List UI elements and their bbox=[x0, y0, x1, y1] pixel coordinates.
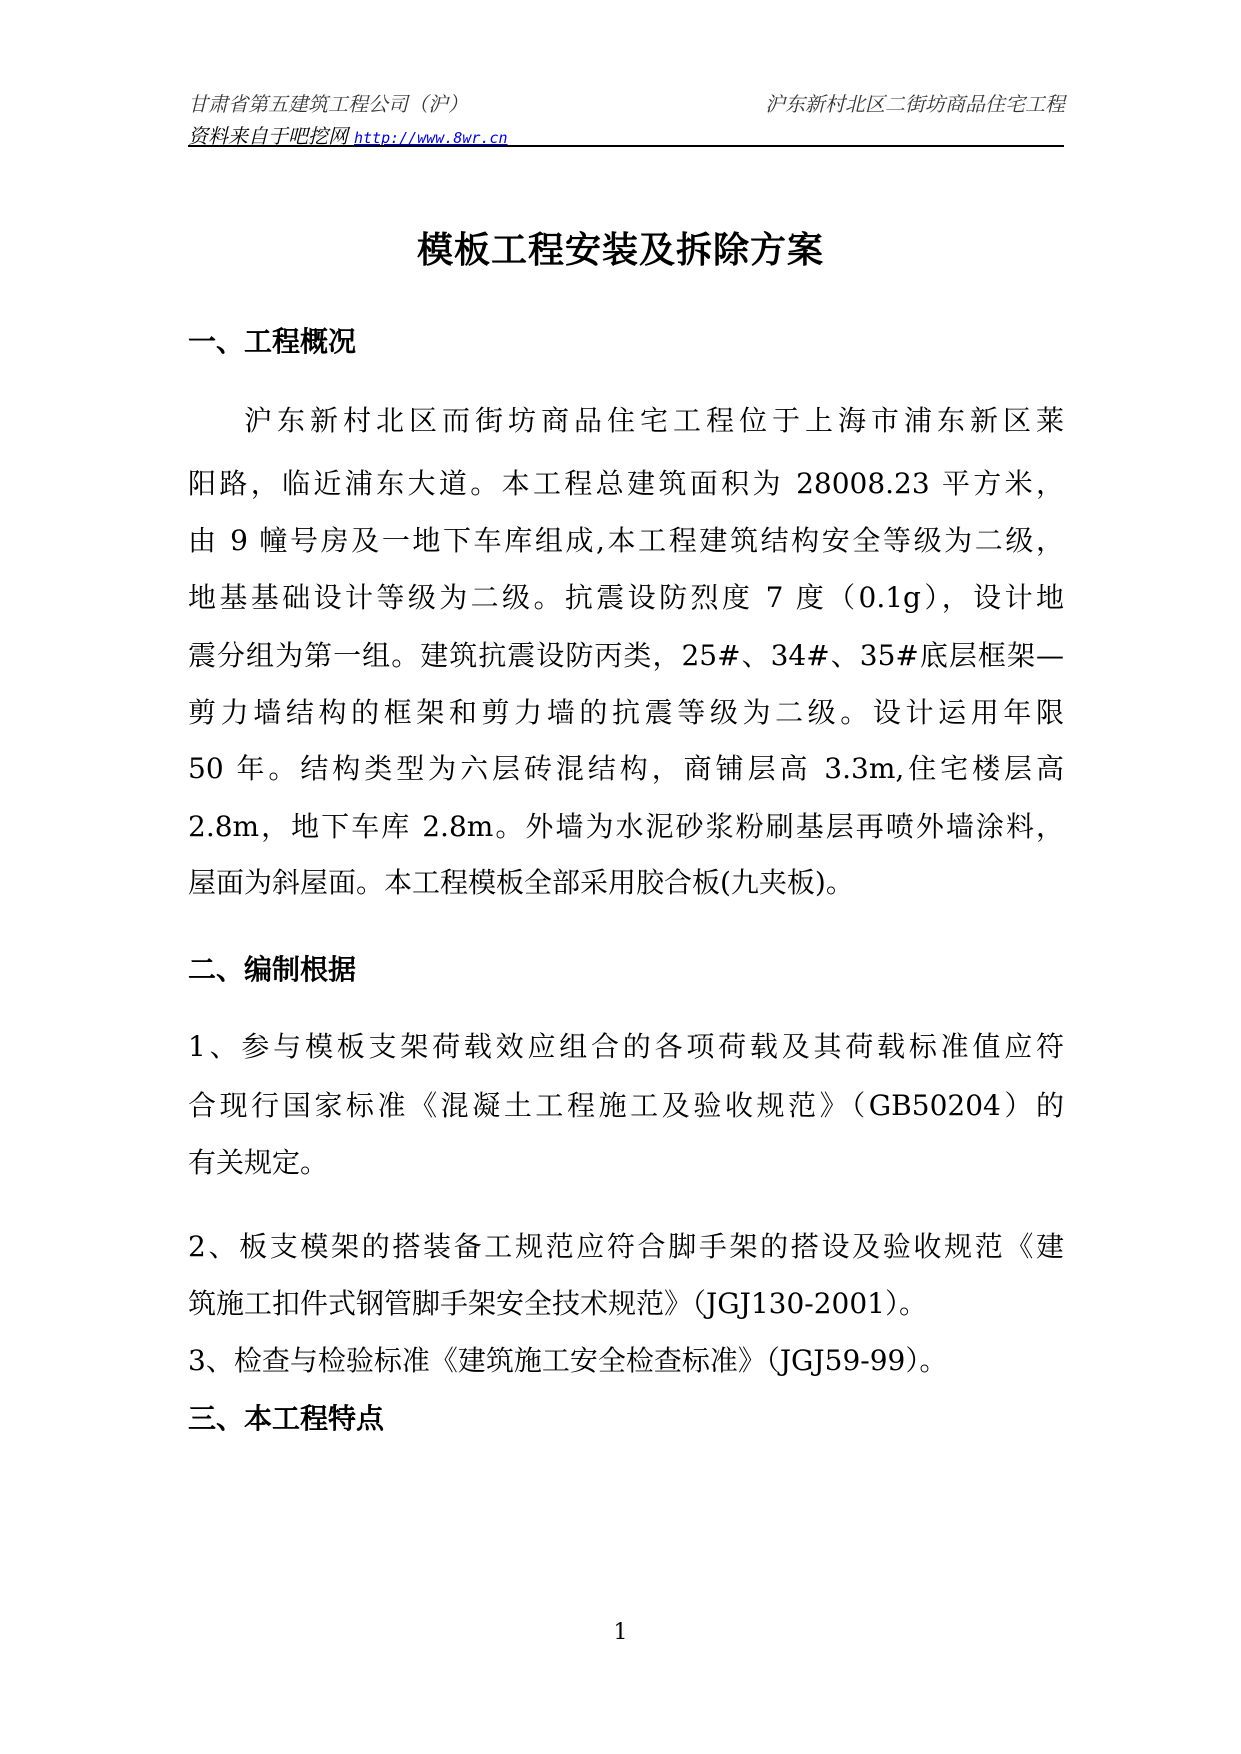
overview-line: 50 年。结构类型为六层砖混结构，商铺层高 3.3m,住宅楼层高 bbox=[188, 752, 1064, 785]
overview-line: 地基基础设计等级为二级。抗震设防烈度 7 度（0.1g），设计地 bbox=[188, 581, 1064, 614]
basis-line: 合现行国家标准《混凝土工程施工及验收规范》（GB50204）的 bbox=[188, 1089, 1064, 1122]
overview-line: 2.8m，地下车库 2.8m。外墙为水泥砂浆粉刷基层再喷外墙涂料， bbox=[188, 810, 1064, 843]
basis-line: 2、板支模架的搭装备工规范应符合脚手架的搭设及验收规范《建 bbox=[188, 1230, 1064, 1263]
section-heading-features: 三、本工程特点 bbox=[188, 1402, 385, 1435]
basis-line: 有关规定。 bbox=[188, 1146, 329, 1179]
basis-line: 1、参与模板支架荷载效应组合的各项荷载及其荷载标准值应符 bbox=[188, 1030, 1064, 1063]
overview-line: 屋面为斜屋面。本工程模板全部采用胶合板(九夹板)。 bbox=[188, 866, 854, 899]
overview-line: 震分组为第一组。建筑抗震设防丙类，25#、34#、35#底层框架— bbox=[188, 639, 1064, 672]
section-heading-basis: 二、编制根据 bbox=[188, 953, 357, 986]
header-source-label: 资料来自于吧挖网 bbox=[188, 124, 348, 148]
header-divider bbox=[188, 145, 1064, 147]
overview-line: 由 9 幢号房及一地下车库组成,本工程建筑结构安全等级为二级， bbox=[188, 524, 1064, 557]
overview-line: 沪东新村北区而街坊商品住宅工程位于上海市浦东新区莱 bbox=[244, 404, 1064, 437]
document-title: 模板工程安装及拆除方案 bbox=[416, 229, 824, 271]
header-source-link[interactable]: http://www.8wr.cn bbox=[354, 129, 508, 147]
header-project: 沪东新村北区二街坊商品住宅工程 bbox=[765, 92, 1065, 116]
page-number: 1 bbox=[613, 1620, 628, 1645]
header-company: 甘肃省第五建筑工程公司（沪） bbox=[188, 92, 468, 116]
overview-line: 剪力墙结构的框架和剪力墙的抗震等级为二级。设计运用年限 bbox=[188, 696, 1064, 729]
overview-line: 阳路，临近浦东大道。本工程总建筑面积为 28008.23 平方米， bbox=[188, 467, 1064, 500]
basis-item-3: 3、检查与检验标准《建筑施工安全检查标准》（JGJ59-99）。 bbox=[188, 1344, 948, 1377]
section-heading-overview: 一、工程概况 bbox=[188, 325, 357, 358]
basis-line: 筑施工扣件式钢管脚手架安全技术规范》（JGJ130-2001）。 bbox=[188, 1287, 927, 1320]
